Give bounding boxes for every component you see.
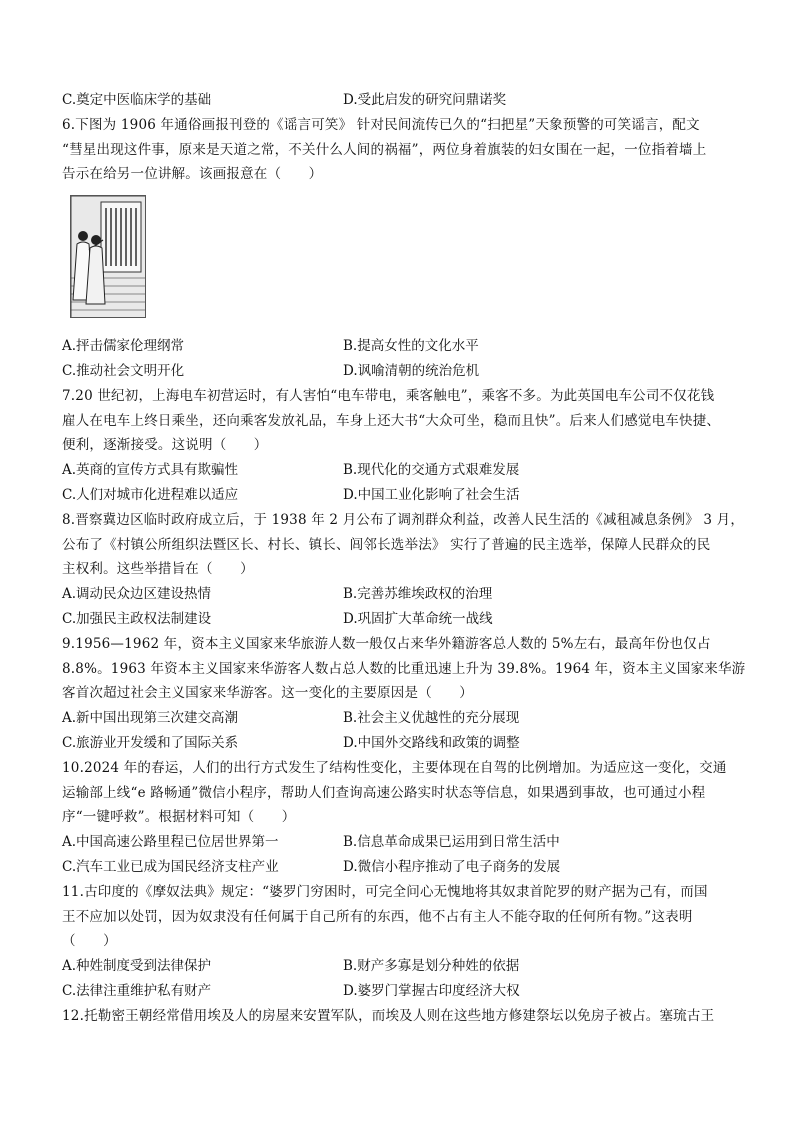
answer-option: B.提高女性的文化水平 xyxy=(343,338,479,355)
illustration-drawing xyxy=(71,196,146,318)
newspaper-illustration xyxy=(70,195,146,318)
question-text-line: （ ） xyxy=(62,933,117,950)
answer-options-row xyxy=(62,731,742,756)
answer-options-row xyxy=(62,483,742,508)
answer-option: D.巩固扩大革命统一战线 xyxy=(343,610,493,627)
answer-option: B.财产多寡是划分种姓的依据 xyxy=(343,958,520,975)
answer-options-row xyxy=(62,855,742,880)
question-text-line: 序“一键呼救”。根据材料可知（ ） xyxy=(62,809,296,826)
answer-options-row xyxy=(62,830,742,855)
question-text-line: 7.20 世纪初，上海电车初营运时，有人害怕“电车带电，乘客触电”，乘客不多。为此英国电车公司不仅花钱 xyxy=(62,387,715,404)
answer-options-row xyxy=(62,334,742,359)
answer-option: C.奠定中医临床学的基础 xyxy=(62,92,212,108)
question-text-line: 8.晋察冀边区临时政府成立后，于 1938 年 2 月公布了调剂群众利益，改善人民生活的《减租减息条例》 3 月， xyxy=(62,511,745,528)
answer-option: D.婆罗门掌握古印度经济大权 xyxy=(343,982,520,999)
question-text-line: 王不应加以处罚，因为奴隶没有任何属于自己所有的东西，他不占有主人不能夺取的任何所有物。”这表明 xyxy=(62,908,693,925)
question-text-line: 12.托勒密王朝经常借用埃及人的房屋来安置军队，而埃及人则在这些地方修建祭坛以免房子被占。塞琉古王 xyxy=(62,1007,715,1024)
question-text-line: 10.2024 年的春运，人们的出行方式发生了结构性变化，主要体现在自驾的比例增加。为适应这一变化，交通 xyxy=(62,759,727,776)
answer-option: A.种姓制度受到法律保护 xyxy=(62,958,212,975)
answer-option: A.新中国出现第三次建交高潮 xyxy=(62,710,239,727)
answer-option: B.社会主义优越性的充分展现 xyxy=(343,710,520,727)
answer-option: D.中国工业化影响了社会生活 xyxy=(343,486,520,503)
answer-option: A.中国高速公路里程已位居世界第一 xyxy=(62,834,279,851)
answer-option: B.完善苏维埃政权的治理 xyxy=(343,586,493,603)
question-text-line: 主权利。这些举措旨在（ ） xyxy=(62,561,254,578)
question-text-line: 告示在给另一位讲解。该画报意在（ ） xyxy=(62,166,323,183)
question-text-line: 便利，逐渐接受。这说明（ ） xyxy=(62,437,268,454)
answer-option: C.推动社会文明开化 xyxy=(62,362,185,379)
answer-option: B.现代化的交通方式艰难发展 xyxy=(343,462,520,479)
question-text-line: 9.1956—1962 年，资本主义国家来华旅游人数一般仅占来华外籍游客总人数的 5%左右，最高年份也仅占 xyxy=(62,635,711,652)
answer-option: D.受此启发的研究问鼎诺奖 xyxy=(343,92,507,108)
question-text-line: “彗星出现这件事，原来是天道之常，不关什么人间的祸福”，两位身着旗装的妇女围在一起，一位指着墙上 xyxy=(62,141,707,158)
answer-options-row xyxy=(62,582,742,607)
answer-options-row xyxy=(62,458,742,483)
answer-options-row xyxy=(62,979,742,1004)
answer-option: C.法律注重维护私有财产 xyxy=(62,982,212,999)
question-text-line: 8.8%。1963 年资本主义国家来华游客人数占总人数的比重迅速上升为 39.8%。1964 年，资本主义国家来华游 xyxy=(62,660,746,677)
answer-option: A.英商的宣传方式具有欺骗性 xyxy=(62,462,239,479)
answer-option: C.人们对城市化进程难以适应 xyxy=(62,486,239,503)
answer-option: A.调动民众边区建设热情 xyxy=(62,586,212,603)
answer-option: C.旅游业开发缓和了国际关系 xyxy=(62,734,239,751)
answer-options-row xyxy=(62,954,742,979)
answer-option: B.信息革命成果已运用到日常生活中 xyxy=(343,834,560,851)
question-text-line: 6.下图为 1906 年通俗画报刊登的《谣言可笑》 针对民间流传已久的“扫把星”天象预警的可笑谣言，配文 xyxy=(62,116,700,133)
answer-option: D.中国外交路线和政策的调整 xyxy=(343,734,520,751)
answer-options-row xyxy=(62,359,742,384)
answer-options-row xyxy=(62,88,742,113)
answer-option: C.汽车工业已成为国民经济支柱产业 xyxy=(62,858,279,875)
question-text-line: 雇人在电车上终日乘坐，还向乘客发放礼品，车身上还大书“大众可坐，稳而且快”。后来人们感觉电车快捷、 xyxy=(62,412,721,429)
question-text-line: 客首次超过社会主义国家来华游客。这一变化的主要原因是（ ） xyxy=(62,685,473,702)
question-text-line: 11.古印度的《摩奴法典》规定：“婆罗门穷困时，可完全问心无愧地将其奴隶首陀罗的财产据为己有，而国 xyxy=(62,883,708,900)
answer-option: A.抨击儒家伦理纲常 xyxy=(62,338,185,355)
question-text-line: 运输部上线“e 路畅通”微信小程序，帮助人们查询高速公路实时状态等信息，如果遇到事故，也可通过小程 xyxy=(62,784,706,801)
answer-option: C.加强民主政权法制建设 xyxy=(62,610,212,627)
answer-option: D.讽喻清朝的统治危机 xyxy=(343,362,480,379)
exam-page xyxy=(62,88,746,1029)
question-text-line: 公布了《村镇公所组织法暨区长、村长、镇长、闾邻长选举法》 实行了普遍的民主选举，保障人民群众的民 xyxy=(62,536,711,553)
answer-options-row xyxy=(62,706,742,731)
answer-options-row xyxy=(62,607,742,632)
answer-option: D.微信小程序推动了电子商务的发展 xyxy=(343,858,561,875)
